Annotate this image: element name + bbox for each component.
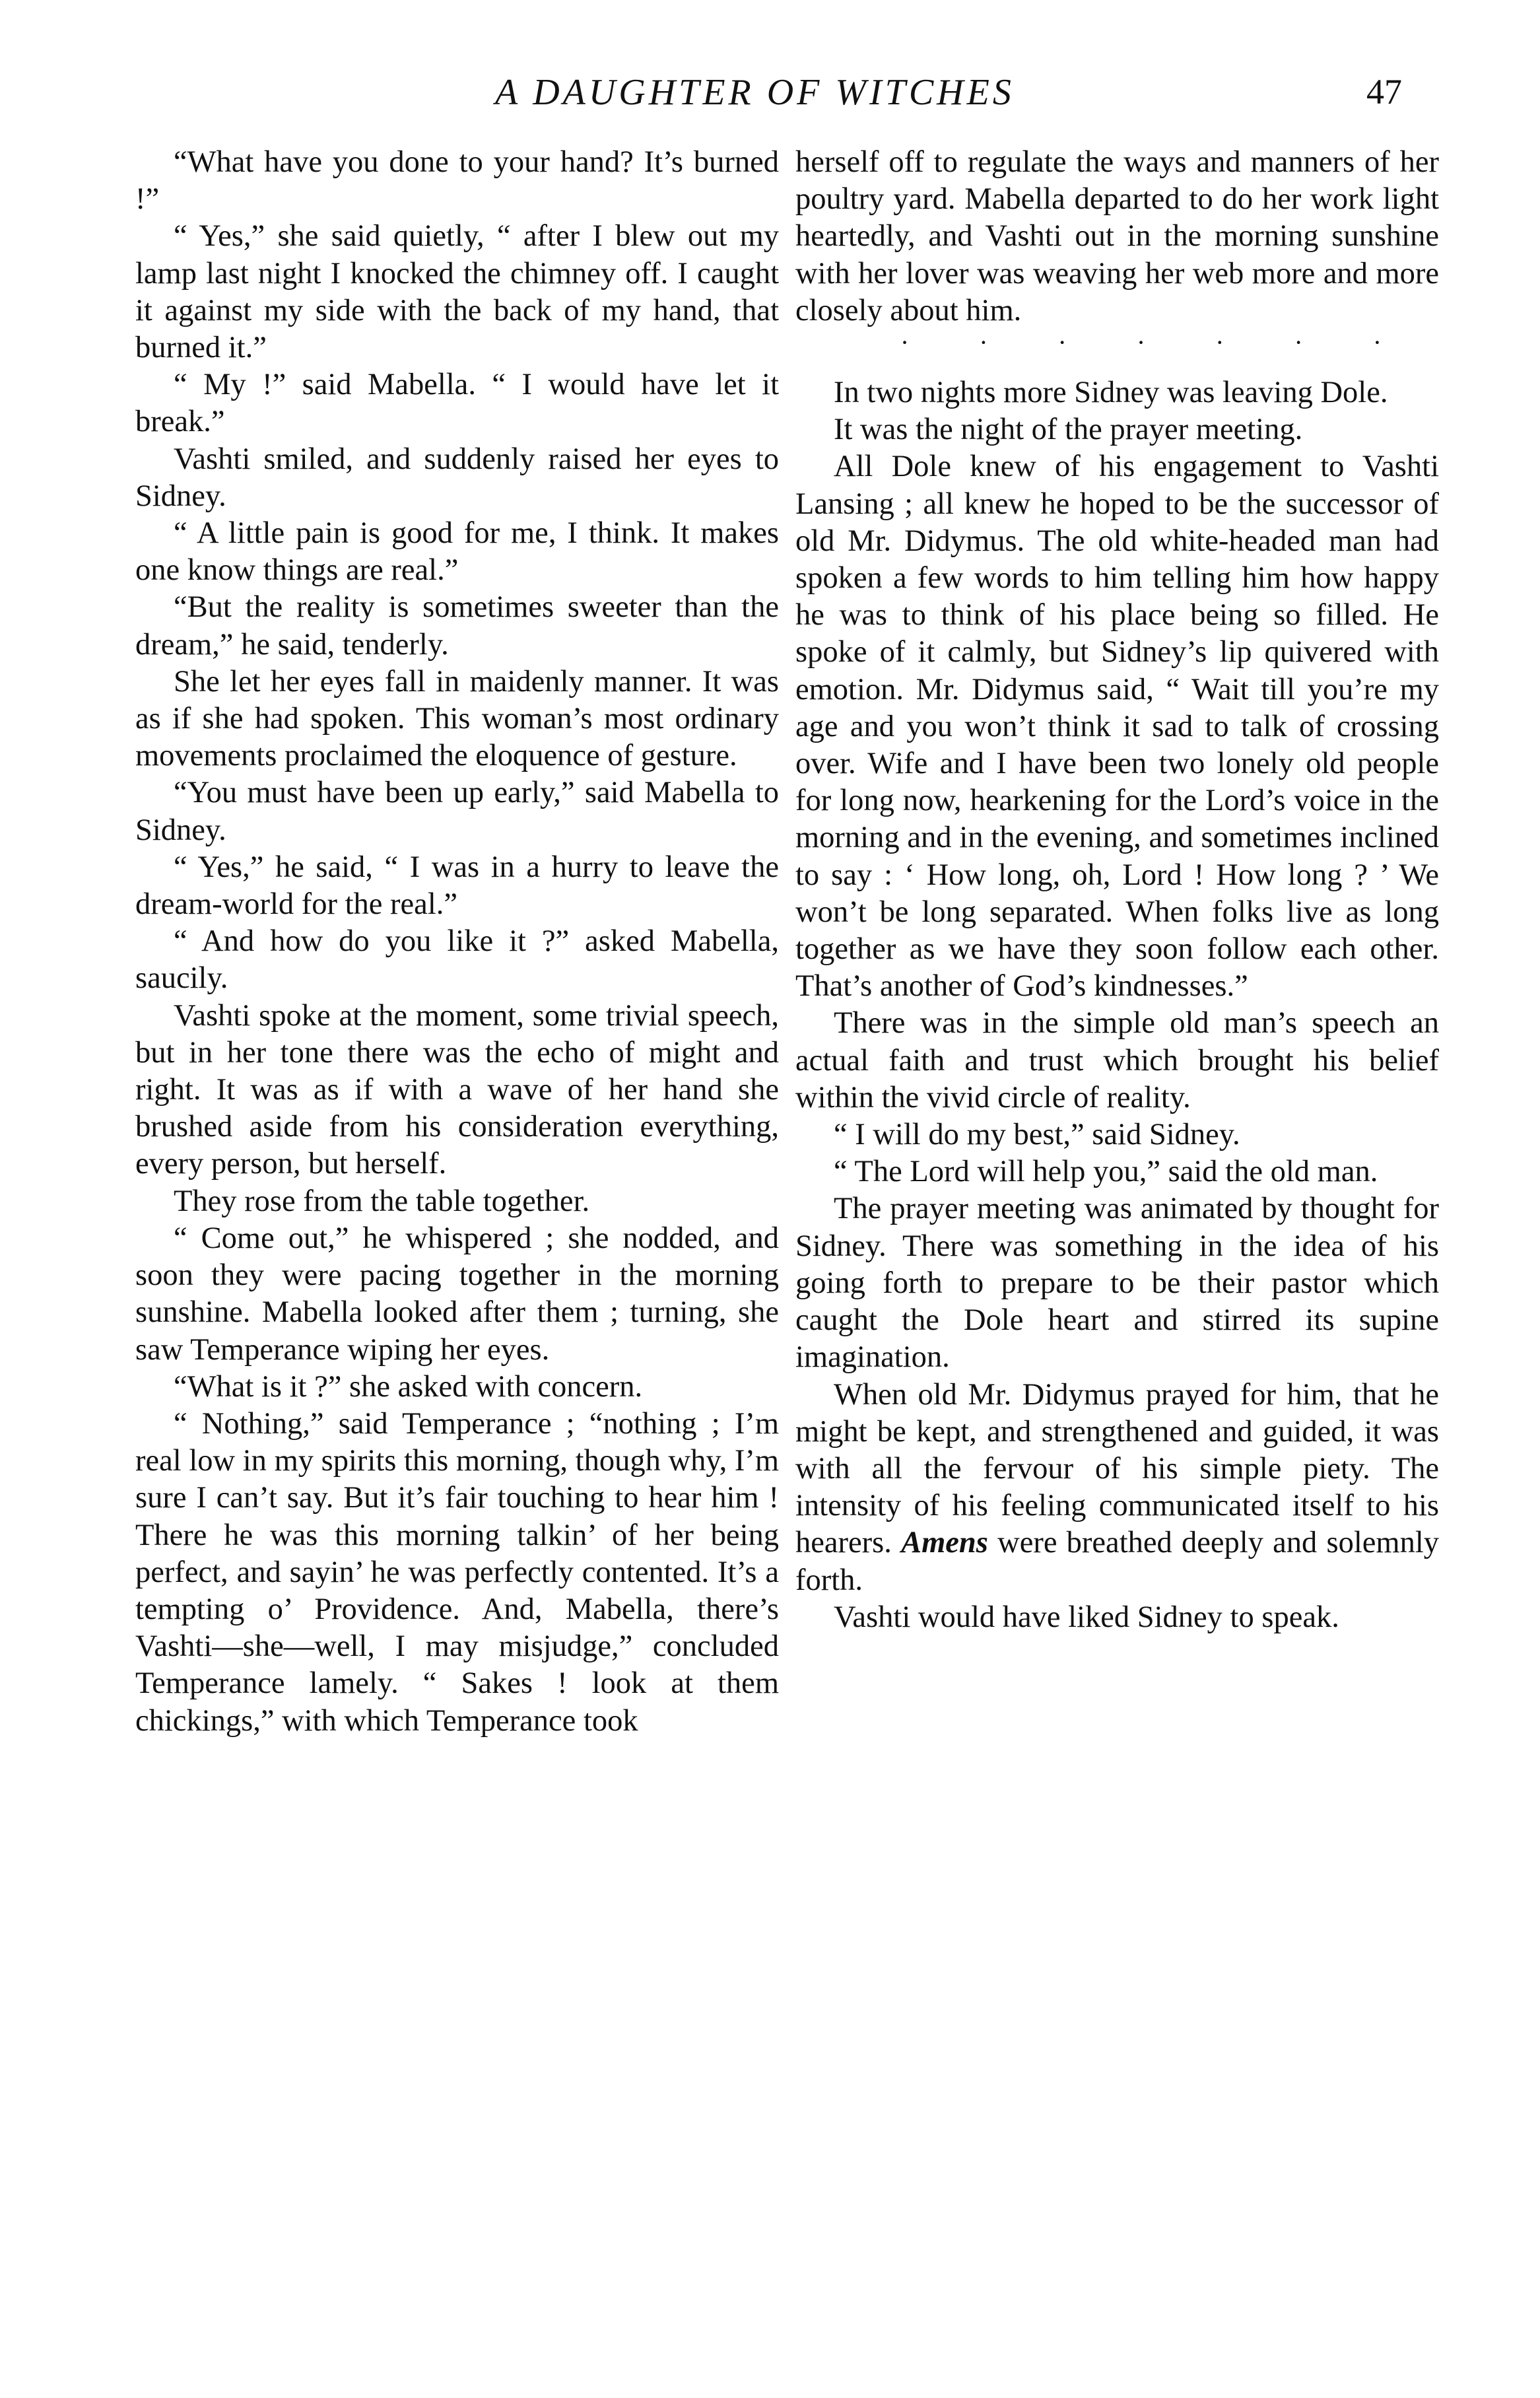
prayer-text-end: were breathed deeply and solemnly forth.	[795, 1526, 1440, 1597]
left-column	[135, 144, 779, 1740]
paragraph: Vashti smiled, and suddenly raised her eyes to Sidney.	[135, 442, 779, 513]
paragraph: “ The Lord will help you,” said the old man.	[834, 1155, 1378, 1189]
paragraph: “ Yes,” he said, “ I was in a hurry to leave the dream-world for the real.”	[135, 850, 779, 922]
paragraph: “ Come out,” he whispered ; she nodded, and soon they were pacing together in the morning sunshine. Mabella looked after them ; turning, she saw Temperance wiping her eyes.	[135, 1221, 779, 1367]
paragraph: “ Nothing,” said Temperance ; “nothing ; I’m real low in my spirits this morning, though why, I’m sure I can’t say. But it’s fair touching to hear him ! There he was this morning talkin’ of her being perfect, and sayin’ he was perfectly contented. It’s a tempting o’ Providence. And, Mabella, there’s Vashti—she—well, I may misjudge,” concluded Temperance lamely. “ Sakes ! look at them chickings,” with which Temperance took	[135, 1406, 779, 1738]
paragraph: There was in the simple old man’s speech an actual faith and trust which brought his belief within the vivid circle of reality.	[795, 1006, 1439, 1114]
paragraph: “ My !” said Mabella. “ I would have let it break.”	[135, 368, 779, 439]
amens-emphasis: Amens	[901, 1526, 988, 1560]
page-number: 47	[1366, 72, 1402, 112]
paragraph: She let her eyes fall in maidenly manner. It was as if she had spoken. This woman’s most ordinary movements proclaimed the eloquence of gesture.	[135, 664, 779, 773]
didymus-prayer-paragraph	[795, 1377, 1439, 1599]
continued-paragraph: herself off to regulate the ways and manners of her poultry yard. Mabella departed to do her work light heartedly, and Vashti out in the morning sunshine with her lover was weaving her web more and more closely about him.	[795, 145, 1439, 327]
paragraph: They rose from the table together.	[174, 1184, 590, 1218]
prayer-text: When old Mr. Didymus prayed for him, that he might be kept, and strengthened and guided, it was with all the fervour of his simple piety. The intensity of his feeling communicated itself to his hearers.	[795, 1377, 1439, 1560]
running-header	[0, 71, 1540, 124]
paragraph: Vashti spoke at the moment, some trivial speech, but in her tone there was the echo of might and right. It was as if with a wave of her hand she brushed aside from his consideration everything, every person, but herself.	[135, 998, 779, 1181]
right-column	[795, 144, 1439, 1636]
section-break: · · · · · · ·	[900, 327, 1414, 358]
paragraph: All Dole knew of his engagement to Vashti Lansing ; all knew he hoped to be the successor of old Mr. Didymus. The old white-headed man had spoken a few words to him telling him how happy he was to think of his place being so filled. He spoke of it calmly, but Sidney’s lip quivered with emotion. Mr. Didymus said, “ Wait till you’re my age and you won’t think it sad to talk of crossing over. Wife and I have been two lonely old people for long now, hearkening for the Lord’s voice in the morning and in the evening, and sometimes inclined to say : ‘ How long, oh, Lord ! How long ? ’ We won’t be long separated. When folks live as long together as we have they soon follow each other. That’s another of God’s kindnesses.”	[795, 450, 1439, 1004]
paragraph: Vashti would have liked Sidney to speak.	[834, 1600, 1339, 1634]
paragraph: “What is it ?” she asked with concern.	[174, 1369, 643, 1404]
paragraph: In two nights more Sidney was leaving Dole.	[834, 376, 1388, 410]
paragraph: “ And how do you like it ?” asked Mabella, saucily.	[135, 924, 779, 996]
paragraph: The prayer meeting was animated by thought for Sidney. There was something in the idea of his going forth to prepare to be their pastor which caught the Dole heart and stirred its supine imagination.	[795, 1192, 1439, 1375]
paragraph: “ Yes,” she said quietly, “ after I blew out my lamp last night I knocked the chimney off. I caught it against my side with the back of my hand, that burned it.”	[135, 219, 779, 365]
paragraph: It was the night of the prayer meeting.	[834, 413, 1303, 447]
paragraph: “But the reality is sometimes sweeter than the dream,” he said, tenderly.	[135, 590, 779, 662]
paragraph: “You must have been up early,” said Mabella to Sidney.	[135, 776, 779, 847]
paragraph: “ I will do my best,” said Sidney.	[834, 1118, 1240, 1152]
paragraph: “What have you done to your hand? It’s burned !”	[135, 145, 779, 217]
running-title: A DAUGHTER OF WITCHES	[495, 72, 1015, 113]
paragraph: “ A little pain is good for me, I think. It makes one know things are real.”	[135, 516, 779, 588]
